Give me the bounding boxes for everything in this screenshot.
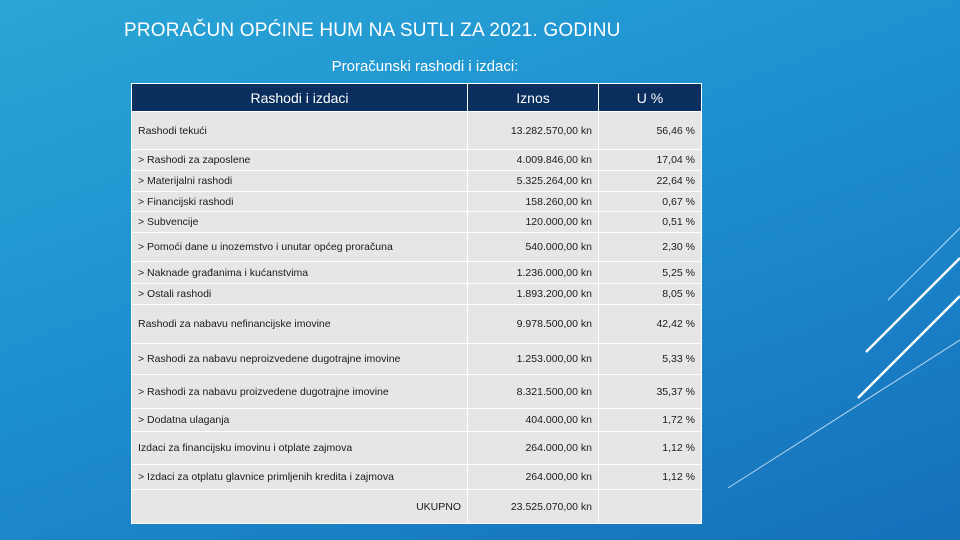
table-row — [132, 305, 702, 344]
row-label: > Rashodi za zaposlene — [132, 150, 468, 171]
row-percent: 42,42 % — [599, 305, 702, 344]
table-row — [132, 262, 702, 284]
row-label: > Financijski rashodi — [132, 192, 468, 212]
row-label: > Dodatna ulaganja — [132, 409, 468, 432]
row-amount: 540.000,00 kn — [468, 233, 599, 262]
total-label: UKUPNO — [132, 490, 468, 524]
row-percent: 8,05 % — [599, 284, 702, 305]
row-amount: 4.009.846,00 kn — [468, 150, 599, 171]
table-row — [132, 233, 702, 262]
row-percent: 5,25 % — [599, 262, 702, 284]
row-percent: 56,46 % — [599, 112, 702, 150]
row-amount: 1.253.000,00 kn — [468, 344, 599, 375]
page-title: PRORAČUN OPĆINE HUM NA SUTLI ZA 2021. GODINU — [124, 20, 621, 41]
row-label: Rashodi tekući — [132, 112, 468, 150]
row-label: > Materijalni rashodi — [132, 171, 468, 192]
row-amount: 404.000,00 kn — [468, 409, 599, 432]
row-label: > Rashodi za nabavu neproizvedene dugotrajne imovine — [132, 344, 468, 375]
row-amount: 8.321.500,00 kn — [468, 375, 599, 409]
row-amount: 264.000,00 kn — [468, 432, 599, 465]
row-amount: 158.260,00 kn — [468, 192, 599, 212]
row-amount: 9.978.500,00 kn — [468, 305, 599, 344]
header-percent: U % — [599, 84, 702, 112]
row-percent: 22,64 % — [599, 171, 702, 192]
row-amount: 1.893.200,00 kn — [468, 284, 599, 305]
row-label: > Rashodi za nabavu proizvedene dugotrajne imovine — [132, 375, 468, 409]
table-row — [132, 171, 702, 192]
total-amount: 23.525.070,00 kn — [468, 490, 599, 524]
row-amount: 13.282.570,00 kn — [468, 112, 599, 150]
table-row — [132, 375, 702, 409]
budget-table — [131, 83, 702, 524]
table-row — [132, 192, 702, 212]
table-row — [132, 284, 702, 305]
row-amount: 120.000,00 kn — [468, 212, 599, 233]
page-subtitle: Proračunski rashodi i izdaci: — [331, 58, 519, 75]
row-percent: 17,04 % — [599, 150, 702, 171]
row-label: > Subvencije — [132, 212, 468, 233]
header-amount: Iznos — [468, 84, 599, 112]
row-amount: 264.000,00 kn — [468, 465, 599, 490]
row-percent: 1,12 % — [599, 465, 702, 490]
row-percent: 1,72 % — [599, 409, 702, 432]
table-row — [132, 112, 702, 150]
total-row — [132, 490, 702, 524]
table-row — [132, 212, 702, 233]
row-percent: 35,37 % — [599, 375, 702, 409]
row-percent: 2,30 % — [599, 233, 702, 262]
table-header-row — [132, 84, 702, 112]
row-percent: 0,67 % — [599, 192, 702, 212]
row-label: > Izdaci za otplatu glavnice primljenih kredita i zajmova — [132, 465, 468, 490]
row-label: Rashodi za nabavu nefinancijske imovine — [132, 305, 468, 344]
table-row — [132, 465, 702, 490]
table-row — [132, 409, 702, 432]
table-row — [132, 432, 702, 465]
row-amount: 1.236.000,00 kn — [468, 262, 599, 284]
row-label: > Naknade građanima i kućanstvima — [132, 262, 468, 284]
table-row — [132, 344, 702, 375]
header-expenses: Rashodi i izdaci — [132, 84, 468, 112]
row-label: Izdaci za financijsku imovinu i otplate zajmova — [132, 432, 468, 465]
total-percent — [599, 490, 702, 524]
row-label: > Ostali rashodi — [132, 284, 468, 305]
row-percent: 0,51 % — [599, 212, 702, 233]
row-label: > Pomoći dane u inozemstvo i unutar općeg proračuna — [132, 233, 468, 262]
row-amount: 5.325.264,00 kn — [468, 171, 599, 192]
row-percent: 1,12 % — [599, 432, 702, 465]
table-row — [132, 150, 702, 171]
row-percent: 5,33 % — [599, 344, 702, 375]
